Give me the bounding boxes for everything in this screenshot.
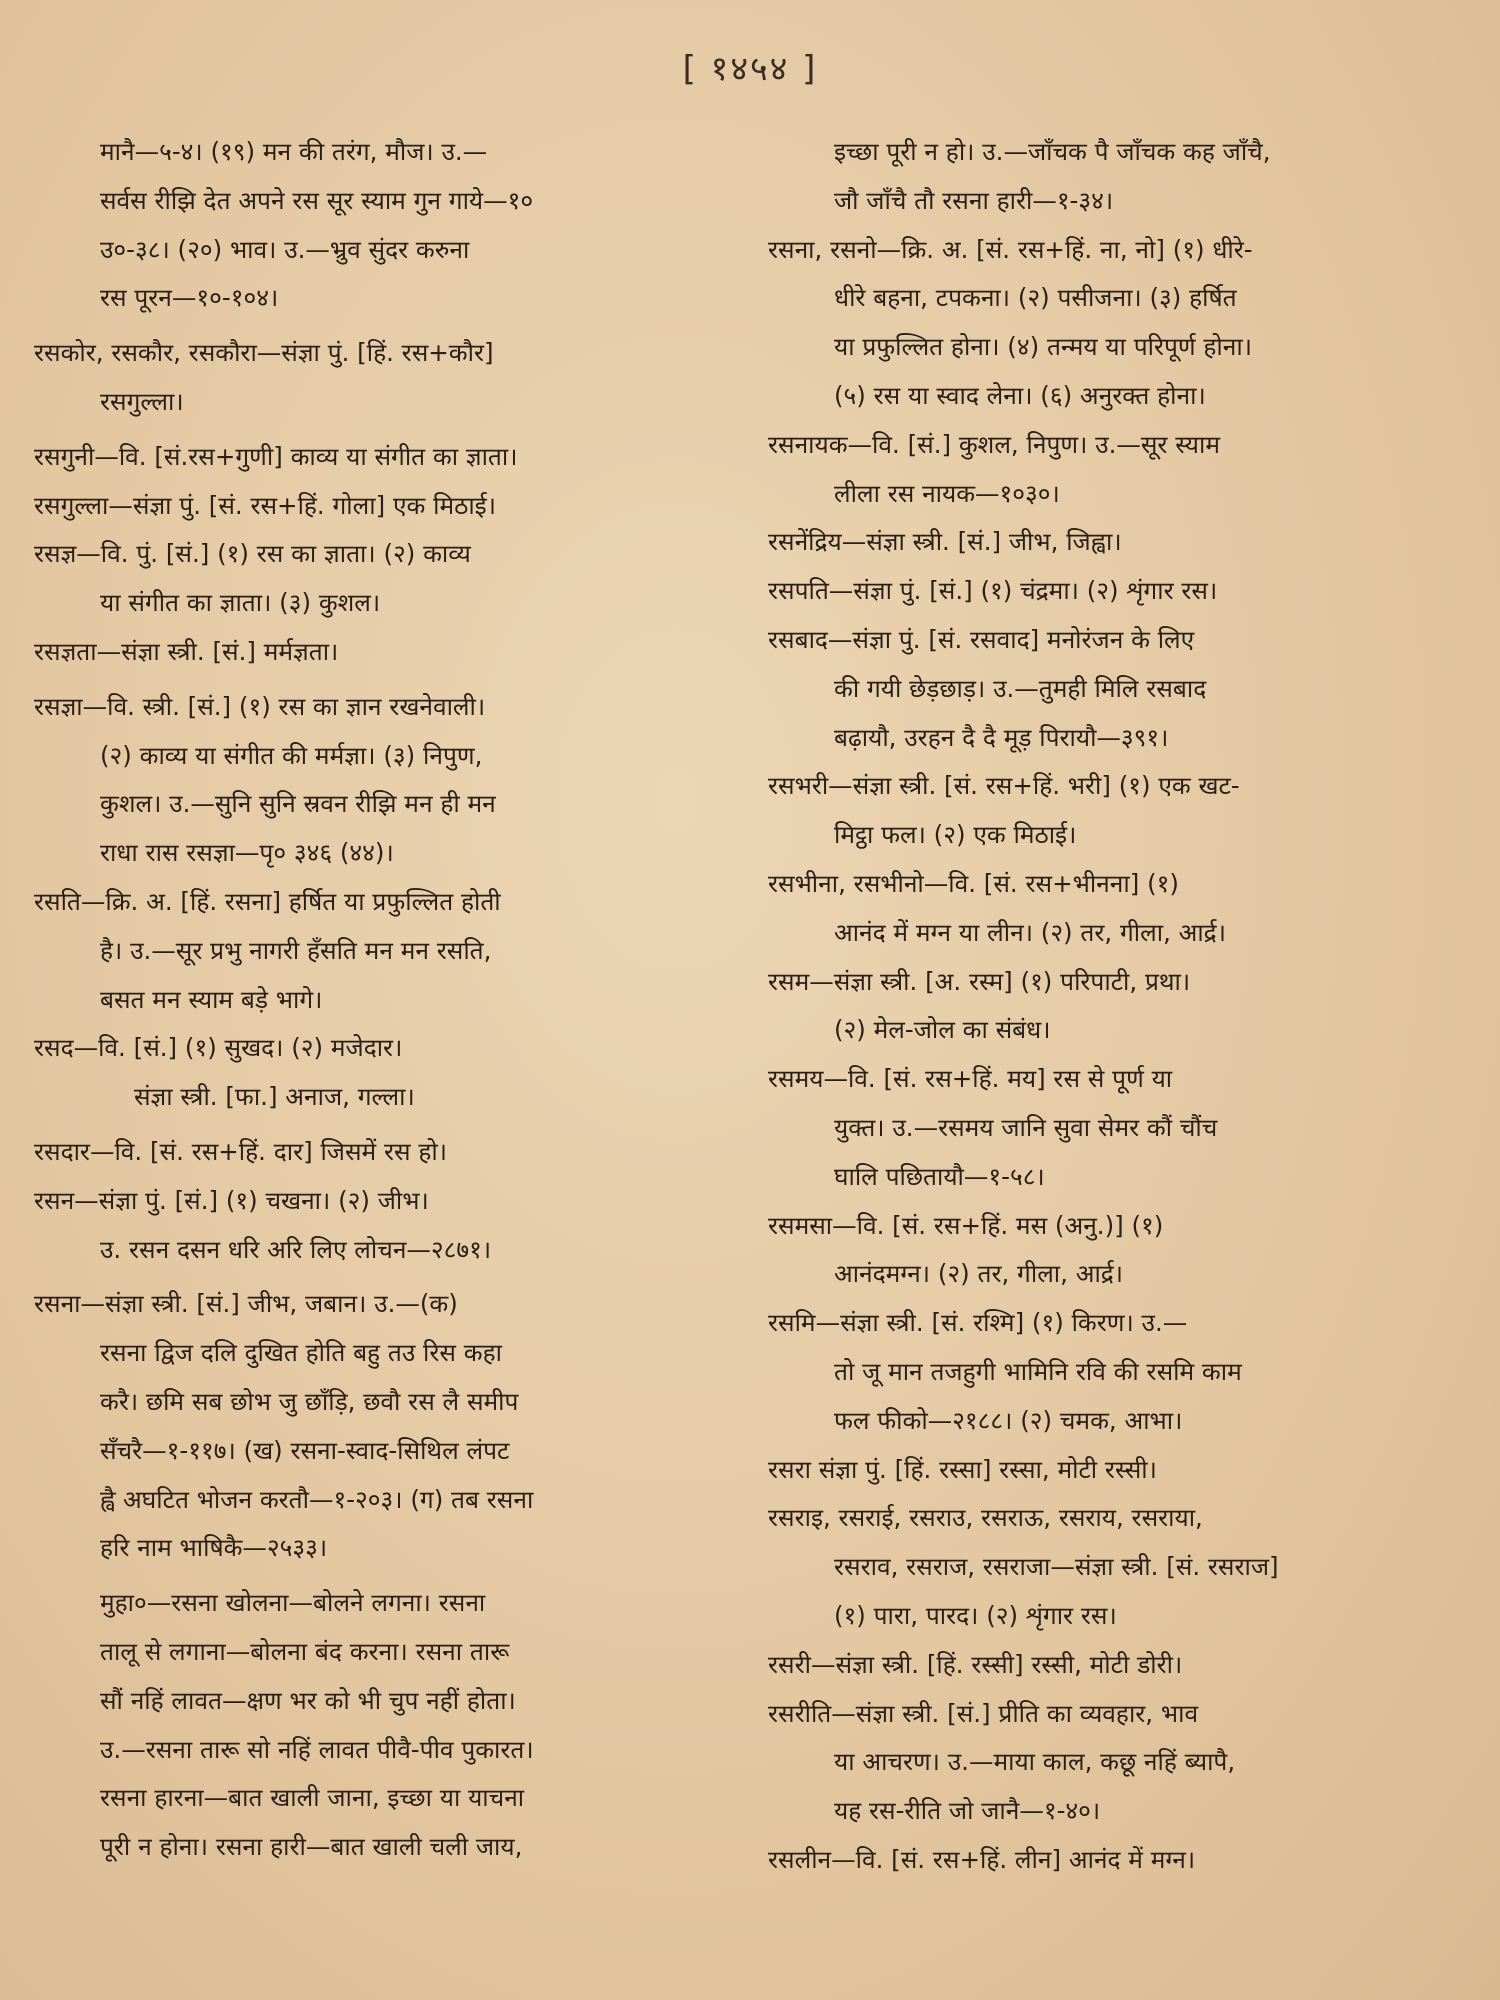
- entry-text-line: पूरी न होना। रसना हारी—बात खाली चली जाय,: [100, 1832, 523, 1862]
- entry-headword-line: रसदार—वि. [सं. रस+हिं. दार] जिसमें रस हो।: [34, 1136, 447, 1166]
- entry-text-line: फल फीको—२१८८। (२) चमक, आभा।: [834, 1405, 1183, 1435]
- entry-text-line: सौं नहिं लावत—क्षण भर को भी चुप नहीं होता।: [100, 1685, 516, 1715]
- entry-headword-line: रसरी—संज्ञा स्त्री. [हिं. रस्सी] रस्सी, मोटी डोरी।: [768, 1649, 1183, 1679]
- entry-headword-line: रसभीना, रसभीनो—वि. [सं. रस+भीनना] (१): [768, 868, 1179, 898]
- entry-text-line: रसना हारना—बात खाली जाना, इच्छा या याचना: [100, 1783, 525, 1813]
- entry-headword-line: रसबाद—संज्ञा पुं. [सं. रसवाद] मनोरंजन के लिए: [768, 624, 1195, 654]
- entry-headword-line: रसम—संज्ञा स्त्री. [अ. रस्म] (१) परिपाटी, प्रथा।: [768, 966, 1191, 996]
- entry-headword-line: रसगुनी—वि. [सं.रस+गुणी] काव्य या संगीत का ज्ञाता।: [34, 441, 518, 471]
- entry-headword-line: रसनायक—वि. [सं.] कुशल, निपुण। उ.—सूर स्याम: [768, 429, 1220, 459]
- entry-text-line: (२) मेल-जोल का संबंध।: [834, 1015, 1051, 1045]
- entry-text-line: रसना द्विज दलि दुखित होति बहु तउ रिस कहा: [100, 1338, 502, 1368]
- entry-text-line: रस पूरन—१०-१०४।: [100, 283, 279, 313]
- entry-text-line: उ. रसन दसन धरि अरि लिए लोचन—२८७१।: [100, 1234, 492, 1264]
- entry-headword-line: रसति—क्रि. अ. [हिं. रसना] हर्षित या प्रफुल्लित होती: [34, 886, 501, 916]
- entry-headword-line: रसकोर, रसकौर, रसकौरा—संज्ञा पुं. [हिं. रस+कौर]: [34, 338, 494, 368]
- entry-text-line: या आचरण। उ.—माया काल, कछू नहिं ब्यापै,: [834, 1747, 1236, 1777]
- entry-text-line: है। उ.—सूर प्रभु नागरी हँसति मन मन रसति,: [100, 935, 492, 965]
- entry-headword-line: रसना—संज्ञा स्त्री. [सं.] जीभ, जबान। उ.—(क): [34, 1289, 458, 1319]
- entry-text-line: इच्छा पूरी न हो। उ.—जाँचक पै जाँचक कह जाँचै,: [834, 137, 1271, 166]
- entry-headword-line: रसज्ञ—वि. पुं. [सं.] (१) रस का ज्ञाता। (२) काव्य: [34, 539, 471, 569]
- entry-headword-line: रसलीन—वि. [सं. रस+हिं. लीन] आनंद में मग्न।: [768, 1844, 1196, 1874]
- entry-text-line: युक्त। उ.—रसमय जानि सुवा सेमर कौं चौंच: [834, 1112, 1218, 1142]
- entry-text-line: संज्ञा स्त्री. [फा.] अनाज, गल्ला।: [134, 1082, 415, 1112]
- entry-text-line: सँचरै—१-११७। (ख) रसना-स्वाद-सिथिल लंपट: [100, 1435, 510, 1465]
- entry-headword-line: रसराइ, रसराई, रसराउ, रसराऊ, रसराय, रसराया,: [768, 1503, 1203, 1533]
- entry-text-line: ह्वै अघटित भोजन करतौ—१-२०३। (ग) तब रसना: [100, 1484, 534, 1514]
- left-column: [34, 128, 724, 1872]
- entry-text-line: (५) रस या स्वाद लेना। (६) अनुरक्त होना।: [834, 380, 1206, 410]
- entry-headword-line: रसद—वि. [सं.] (१) सुखद। (२) मजेदार।: [34, 1033, 403, 1063]
- entry-text-line: उ.—रसना तारू सो नहिं लावत पीवै-पीव पुकारत।: [100, 1734, 534, 1764]
- entry-text-line: करै। छमि सब छोभ जु छाँड़ि, छवौ रस लै समीप: [100, 1386, 519, 1416]
- entry-text-line: हरि नाम भाषिकै—२५३३।: [100, 1533, 328, 1563]
- entry-text-line: यह रस-रीति जो जानै—१-४०।: [834, 1796, 1101, 1826]
- entry-headword-line: रसगुल्ला—संज्ञा पुं. [सं. रस+हिं. गोला] एक मिठाई।: [34, 490, 496, 520]
- entry-headword-line: रसज्ञता—संज्ञा स्त्री. [सं.] मर्मज्ञता।: [34, 636, 339, 666]
- entry-text-line: कुशल। उ.—सुनि सुनि स्रवन रीझि मन ही मन: [100, 789, 496, 819]
- entry-text-line: धीरे बहना, टपकना। (२) पसीजना। (३) हर्षित: [834, 283, 1237, 313]
- entry-text-line: मानै—५-४। (१९) मन की तरंग, मौज। उ.—: [100, 137, 488, 166]
- entry-headword-line: रसमि—संज्ञा स्त्री. [सं. रश्मि] (१) किरण। उ.—: [768, 1308, 1188, 1338]
- right-column: [768, 128, 1458, 1885]
- entry-text-line: आनंद में मग्न या लीन। (२) तर, गीला, आर्द्र।: [834, 917, 1226, 947]
- entry-text-line: की गयी छेड़छाड़। उ.—तुमही मिलि रसबाद: [834, 673, 1207, 703]
- entry-text-line: जौ जाँचै तौ रसना हारी—१-३४।: [834, 185, 1114, 215]
- entry-text-line: आनंदमग्न। (२) तर, गीला, आर्द्र।: [834, 1259, 1124, 1289]
- entry-text-line: (२) काव्य या संगीत की मर्मज्ञा। (३) निपुण,: [100, 740, 483, 770]
- entry-text-line: रसगुल्ला।: [100, 386, 184, 416]
- entry-text-line: बढ़ायौ, उरहन दै दै मूड़ पिरायौ—३९१।: [834, 722, 1169, 752]
- entry-headword-line: रसरीति—संज्ञा स्त्री. [सं.] प्रीति का व्यवहार, भाव: [768, 1698, 1199, 1728]
- entry-text-line: या प्रफुल्लित होना। (४) तन्मय या परिपूर्ण होना।: [834, 332, 1252, 362]
- entry-headword-line: रसभरी—संज्ञा स्त्री. [सं. रस+हिं. भरी] (१) एक खट-: [768, 771, 1240, 801]
- entry-text-line: तालू से लगाना—बोलना बंद करना। रसना तारू: [100, 1636, 510, 1666]
- entry-text-line: मुहा०—रसना खोलना—बोलने लगना। रसना: [100, 1588, 486, 1618]
- entry-headword-line: रसरा संज्ञा पुं. [हिं. रस्सा] रस्सा, मोटी रस्सी।: [768, 1454, 1157, 1484]
- entry-text-line: घालि पछितायौ—१-५८।: [834, 1161, 1045, 1191]
- entry-headword-line: रसना, रसनो—क्रि. अ. [सं. रस+हिं. ना, नो] (१) धीरे-: [768, 234, 1253, 264]
- entry-text-line: मिट्ठा फल। (२) एक मिठाई।: [834, 820, 1077, 850]
- entry-headword-line: रसपति—संज्ञा पुं. [सं.] (१) चंद्रमा। (२) शृंगार रस।: [768, 576, 1218, 606]
- entry-text-line: या संगीत का ज्ञाता। (३) कुशल।: [100, 588, 381, 618]
- entry-text-line: राधा रास रसज्ञा—पृ० ३४६ (४४)।: [100, 838, 394, 868]
- entry-text-line: सर्वस रीझि देत अपने रस सूर स्याम गुन गाये—१०: [100, 185, 534, 215]
- entry-text-line: उ०-३८। (२०) भाव। उ.—भ्रुव सुंदर करुना: [100, 234, 470, 264]
- entry-text-line: लीला रस नायक—१०३०।: [834, 478, 1060, 508]
- entry-headword-line: रसन—संज्ञा पुं. [सं.] (१) चखना। (२) जीभ।: [34, 1185, 429, 1215]
- entry-headword-line: रसमसा—वि. [सं. रस+हिं. मस (अनु.)] (१): [768, 1210, 1164, 1240]
- entry-text-line: बसत मन स्याम बड़े भागे।: [100, 984, 323, 1014]
- entry-text-line: (१) पारा, पारद। (२) शृंगार रस।: [834, 1600, 1117, 1630]
- entry-text-line: तो जू मान तजहुगी भामिनि रवि की रसमि काम: [834, 1356, 1242, 1386]
- entry-text-line: रसराव, रसराज, रसराजा—संज्ञा स्त्री. [सं. रसराज]: [834, 1552, 1279, 1582]
- entry-headword-line: रसज्ञा—वि. स्त्री. [सं.] (१) रस का ज्ञान रखनेवाली।: [34, 691, 486, 721]
- page-number: [ १४५४ ]: [682, 49, 818, 89]
- entry-headword-line: रसनेंद्रिय—संज्ञा स्त्री. [सं.] जीभ, जिह्वा।: [768, 527, 1122, 557]
- entry-headword-line: रसमय—वि. [सं. रस+हिं. मय] रस से पूर्ण या: [768, 1064, 1173, 1094]
